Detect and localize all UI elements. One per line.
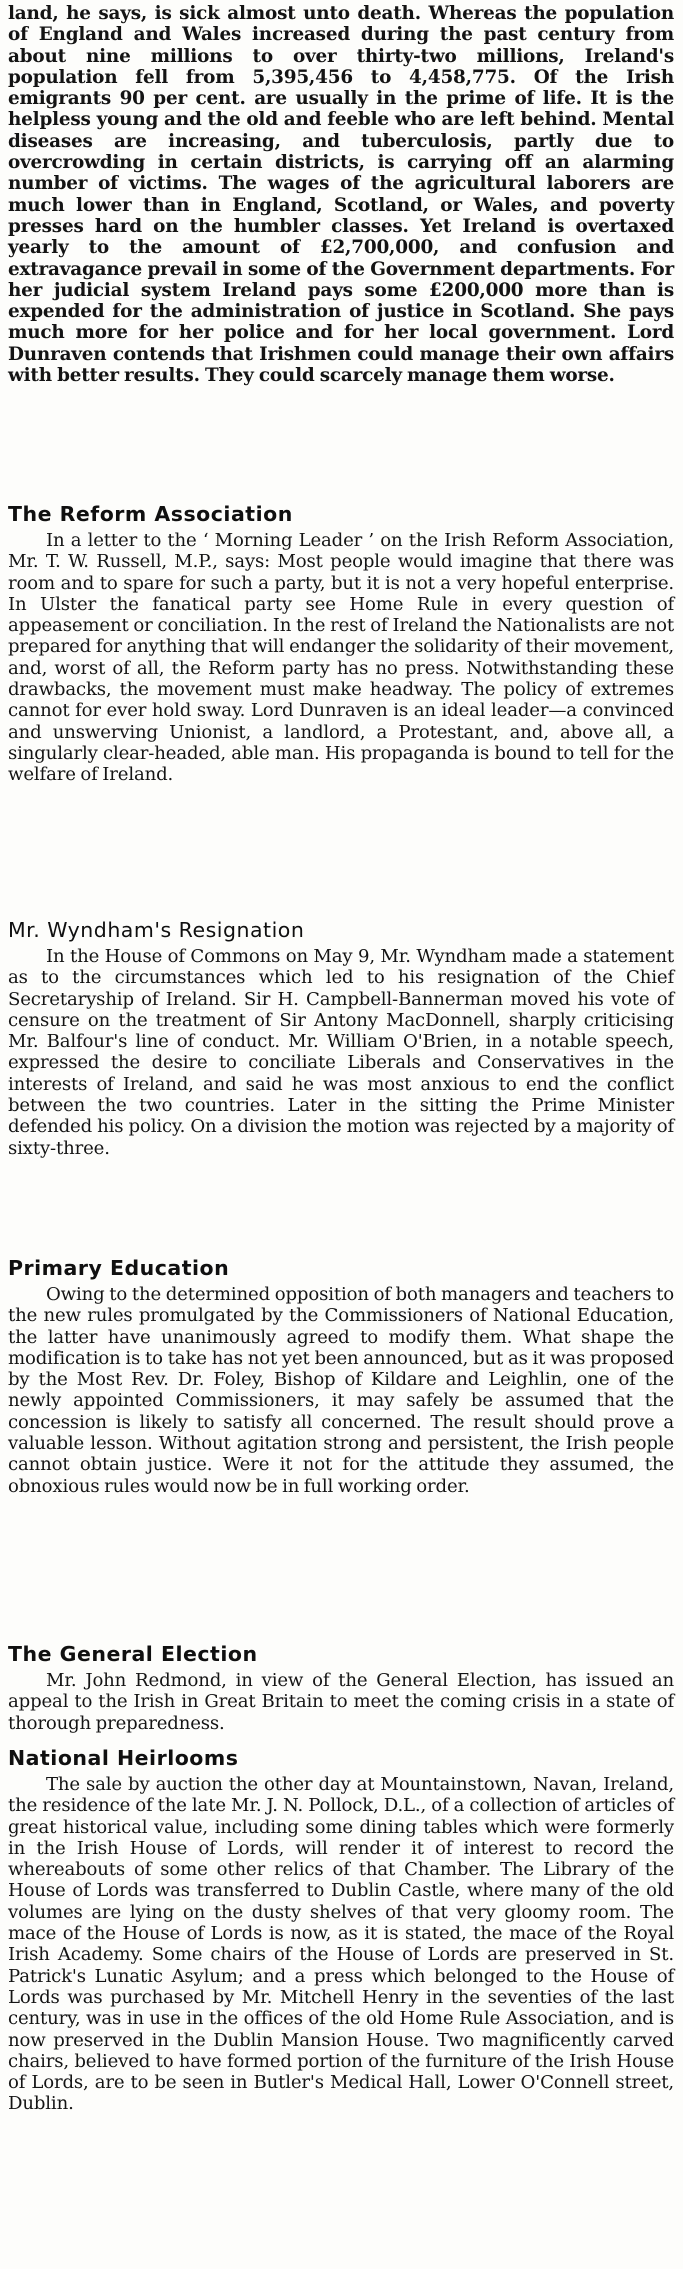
section-national-heirlooms: [8, 1746, 674, 2115]
section-paragraph: Mr. John Redmond, in view of the General Election, has issued an appeal to the Irish in Great Britain to meet the coming crisis in a state of thorough preparedness.: [8, 1670, 674, 1734]
section-heading: National Heirlooms: [8, 1746, 239, 1770]
section-heading: The General Election: [8, 1642, 258, 1666]
section-heading: Primary Education: [8, 1256, 230, 1280]
section-wyndham-resignation: [8, 918, 674, 1159]
section-reform-association: [8, 502, 674, 786]
section-paragraph: In the House of Commons on May 9, Mr. Wyndham made a statement as to the circumstances which led to his resignation of the Chief Secretaryship of Ireland. Sir H. Campbell-Bannerman moved his vote of censure on the treatment of Sir Antony MacDonnell, sharply criticising Mr. Balfour's line of conduct. Mr. William O'Brien, in a notable speech, expressed the desire to conciliate Liberals and Conservatives in the interests of Ireland, and said he was most anxious to end the conflict between the two countries. Later in the sitting the Prime Minister defended his policy. On a division the motion was rejected by a majority of sixty-three.: [8, 946, 674, 1159]
section-heading: Mr. Wyndham's Resignation: [8, 918, 305, 942]
section-paragraph: In a letter to the ‘ Morning Leader ’ on the Irish Reform Association, Mr. T. W. Russell, M.P., says: Most people would imagine that there was room and to spare for such a party, but it is not a very hopeful enterprise. In Ulster the fanatical party see Home Rule in every question of appeasement or conciliation. In the rest of Ireland the Nationalists are not prepared for anything that will endanger the solidarity of their movement, and, worst of all, the Reform party has no press. Notwithstanding these drawbacks, the movement must make headway. The policy of extremes cannot for ever hold sway. Lord Dunraven is an ideal leader—a convinced and unswerving Unionist, a landlord, a Protestant, and, above all, a singularly clear-headed, able man. His propaganda is bound to tell for the welfare of Ireland.: [8, 530, 674, 786]
section-primary-education: [8, 1256, 674, 1497]
section-paragraph: Owing to the determined opposition of both managers and teachers to the new rules promulgated by the Commissioners of National Education, the latter have unanimously agreed to modify them. What shape the modification is to take has not yet been announced, but as it was proposed by the Most Rev. Dr. Foley, Bishop of Kildare and Leighlin, one of the newly appointed Commissioners, it may safely be assumed that the concession is likely to satisfy all concerned. The result should prove a valuable lesson. Without agitation strong and persistent, the Irish people cannot obtain justice. Were it not for the attitude they assumed, the obnoxious rules would now be in full working order.: [8, 1284, 674, 1497]
section-heading: The Reform Association: [8, 502, 293, 526]
section-general-election: [8, 1642, 674, 1734]
section-paragraph: The sale by auction the other day at Mountainstown, Navan, Ireland, the residence of the late Mr. J. N. Pollock, D.L., of a collection of articles of great historical value, including some dining tables which were formerly in the Irish House of Lords, will render it of interest to record the whereabouts of some other relics of that Chamber. The Library of the House of Lords was transferred to Dublin Castle, where many of the old volumes are lying on the dusty shelves of that very gloomy room. The mace of the House of Lords is now, as it is stated, the mace of the Royal Irish Academy. Some chairs of the House of Lords are preserved in St. Patrick's Lunatic Asylum; and a press which belonged to the House of Lords was purchased by Mr. Mitchell Henry in the seventies of the last century, was in use in the offices of the old Home Rule Association, and is now preserved in the Dublin Mansion House. Two magnificently carved chairs, believed to have formed portion of the furniture of the Irish House of Lords, are to be seen in Butler's Medical Hall, Lower O'Connell street, Dublin.: [8, 1774, 674, 2115]
intro-paragraph: land, he says, is sick almost unto death. Whereas the population of England and Wales increased during the past century from about nine millions to over thirty-two millions, Ireland's population fell from 5,395,456 to 4,458,775. Of the Irish emigrants 90 per cent. are usually in the prime of life. It is the helpless young and the old and feeble who are left behind. Mental diseases are increasing, and tuberculosis, partly due to overcrowding in certain districts, is carrying off an alarming number of victims. The wages of the agricultural laborers are much lower than in England, Scotland, or Wales, and poverty presses hard on the humbler classes. Yet Ireland is overtaxed yearly to the amount of £2,700,000, and confusion and extravagance prevail in some of the Government departments. For her judicial system Ireland pays some £200,000 more than is expended for the administration of justice in Scotland. She pays much more for her police and for her local government. Lord Dunraven contends that Irishmen could manage their own affairs with better results. They could scarcely manage them worse.: [8, 3, 674, 387]
intro-block: [8, 3, 674, 386]
